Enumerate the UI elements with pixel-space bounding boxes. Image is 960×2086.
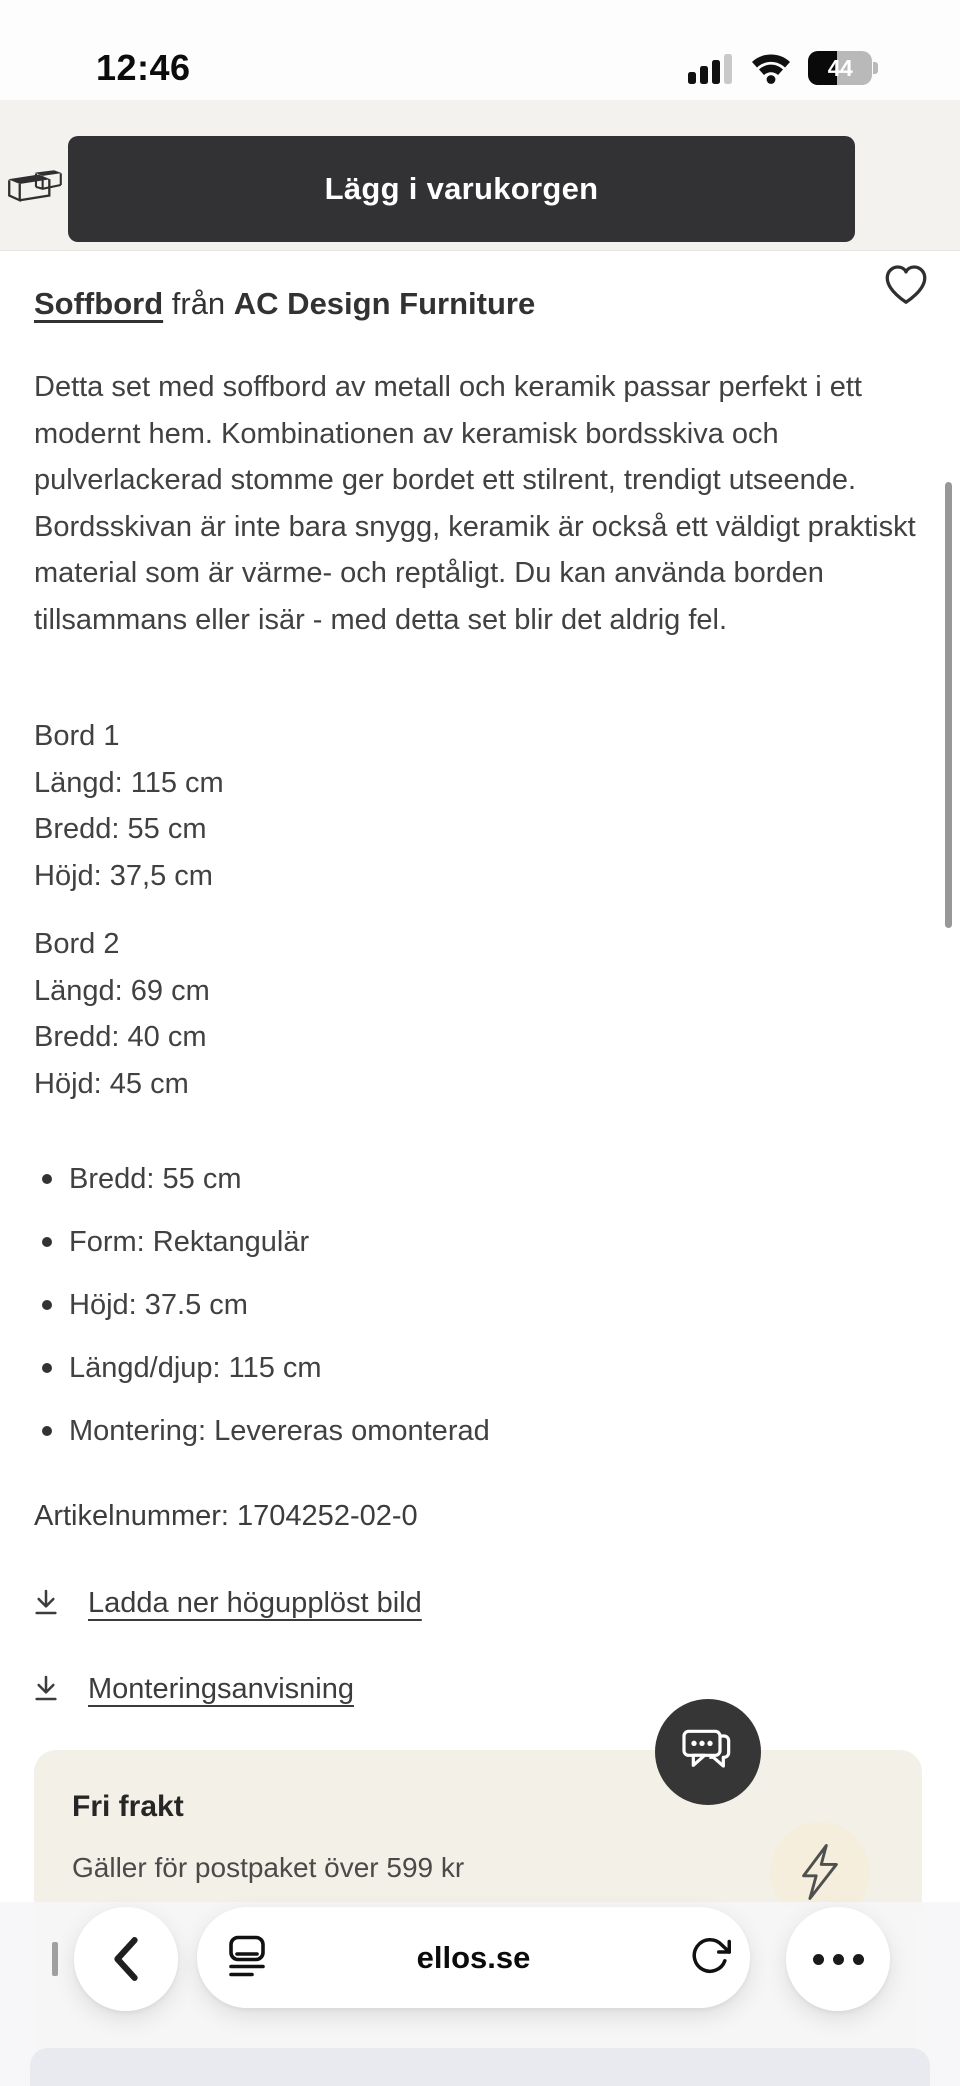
bullet-dot	[42, 1237, 52, 1247]
heart-icon	[881, 260, 931, 310]
wifi-icon	[750, 52, 792, 84]
product-title	[34, 286, 535, 322]
list-item	[34, 1345, 914, 1391]
list-item	[34, 1219, 914, 1265]
lightning-icon	[793, 1843, 847, 1901]
assembly-instructions-label: Monteringsanvisning	[88, 1672, 354, 1705]
bottom-sheet-strip	[30, 2048, 930, 2086]
refresh-icon[interactable]	[689, 1934, 731, 1981]
table-2-name: Bord 2	[34, 928, 120, 960]
bullet-dot	[42, 1426, 52, 1436]
article-number: Artikelnummer: 1704252-02-0	[34, 1500, 418, 1532]
add-to-cart-header	[0, 100, 960, 251]
list-item	[34, 1156, 914, 1202]
page-scrollbar[interactable]	[945, 482, 952, 928]
bullet-text: Längd/djup: 115 cm	[69, 1352, 322, 1384]
bullet-dot	[42, 1363, 52, 1373]
bullet-text: Form: Rektangulär	[69, 1226, 310, 1258]
spec-line: Längd: 69 cm	[34, 974, 210, 1007]
bullet-dot	[42, 1300, 52, 1310]
list-item	[34, 1282, 914, 1328]
wishlist-button[interactable]	[880, 260, 932, 312]
spec-line: Höjd: 37,5 cm	[34, 859, 213, 892]
chat-bubbles-icon	[680, 1725, 736, 1779]
spec-line: Bredd: 40 cm	[34, 1021, 207, 1053]
table-1-name: Bord 1	[34, 720, 120, 752]
download-image-link[interactable]	[30, 1580, 422, 1626]
shipping-card-title: Fri frakt	[72, 1790, 184, 1823]
bullet-text: Montering: Levereras omonterad	[69, 1415, 490, 1447]
product-category-link[interactable]: Soffbord	[34, 286, 164, 321]
shipping-card-subtitle: Gäller för postpaket över 599 kr	[72, 1852, 465, 1883]
download-icon	[30, 1672, 62, 1706]
spec-line: Bredd: 55 cm	[34, 813, 207, 845]
assembly-instructions-link[interactable]	[30, 1666, 354, 1712]
three-dots-icon	[813, 1954, 864, 1965]
add-to-cart-button[interactable]	[68, 136, 855, 242]
table-2-specs	[34, 921, 210, 1107]
status-bar	[0, 0, 960, 100]
address-bar[interactable]	[197, 1907, 750, 2008]
status-icons	[688, 51, 878, 85]
product-thumbnail-nesting-tables[interactable]	[6, 164, 64, 206]
obscured-text-fragment	[52, 1942, 58, 1976]
download-image-label: Ladda ner högupplöst bild	[88, 1586, 422, 1619]
product-description: Detta set med soffbord av metall och keramik passar perfekt i ett modernt hem. Kombinationen av keramisk bordsskiva och pulverlackerad stomme ger bordet ett stilrent, trendigt utseende. Bordsskivan är inte bara snygg, keramik är också ett väldigt praktiskt material som är värme- och reptåligt. Du kan använda borden tillsammans eller isär - med detta set blir det aldrig fel.	[34, 371, 916, 636]
add-to-cart-label: Lägg i varukorgen	[324, 171, 599, 206]
battery-icon	[808, 51, 878, 85]
spec-line: Höjd: 45 cm	[34, 1067, 189, 1100]
chevron-left-icon	[108, 1935, 144, 1983]
bullet-text: Höjd: 37.5 cm	[69, 1289, 248, 1321]
table-1-specs	[34, 713, 224, 899]
bullet-text: Bredd: 55 cm	[69, 1163, 242, 1195]
bullet-dot	[42, 1174, 52, 1184]
browser-back-button[interactable]	[74, 1907, 178, 2011]
list-item	[34, 1408, 914, 1454]
url-text: ellos.se	[416, 1939, 531, 1975]
spec-line: Längd: 115 cm	[34, 766, 224, 799]
title-connector: från	[163, 286, 234, 321]
clock: 12:46	[96, 47, 191, 88]
browser-more-button[interactable]	[786, 1907, 890, 2011]
attribute-bullet-list	[34, 1156, 914, 1471]
battery-percent: 44	[827, 54, 853, 81]
download-icon	[30, 1586, 62, 1620]
cellular-signal-icon	[688, 52, 734, 84]
brand-name: AC Design Furniture	[233, 286, 536, 321]
chat-fab-button[interactable]	[655, 1699, 761, 1805]
